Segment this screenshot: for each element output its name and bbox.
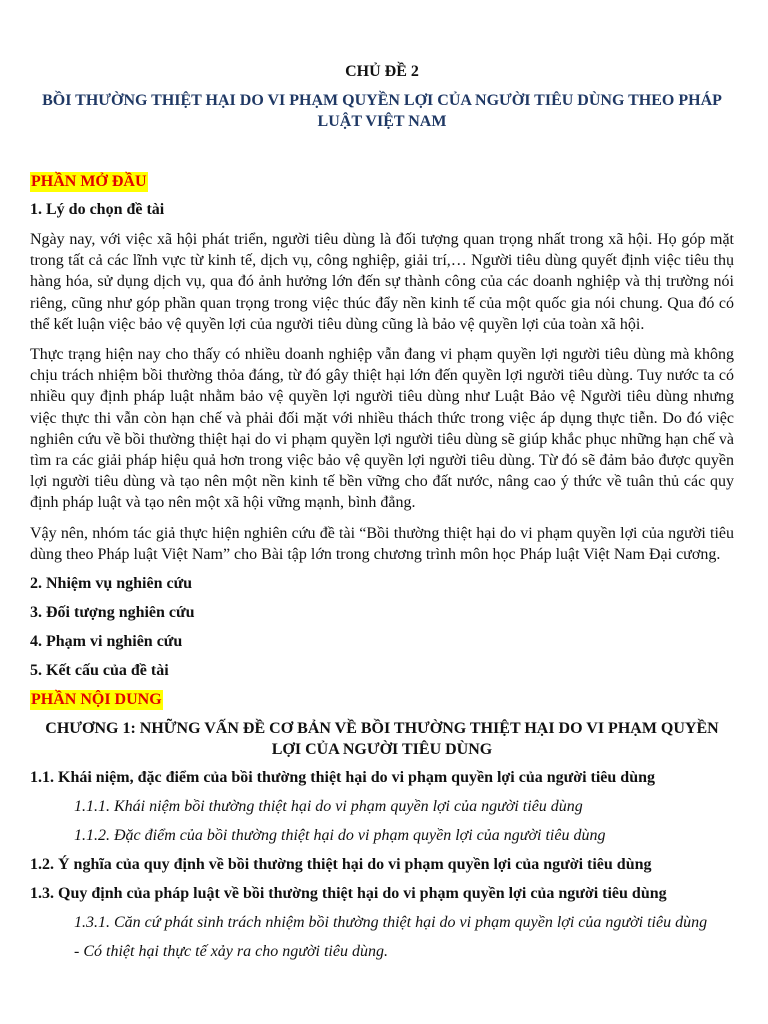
part-intro-wrap [30, 172, 734, 192]
intro-paragraph-3: Vậy nên, nhóm tác giả thực hiện nghiên cứu đề tài “Bồi thường thiệt hại do vi phạm quyền lợi của người tiêu dùng theo Pháp luật Việt Nam” cho Bài tập lớn trong chương trình môn học Pháp luật Việt Nam Đại cương. [30, 524, 734, 563]
topic-label: CHỦ ĐỀ 2 [345, 63, 419, 80]
section-1-1-2-heading: 1.1.2. Đặc điểm của bồi thường thiệt hại do vi phạm quyền lợi của người tiêu dùng [74, 827, 606, 845]
intro-paragraph-1: Ngày nay, với việc xã hội phát triển, người tiêu dùng là đối tượng quan trọng nhất trong xã hội. Họ góp mặt trong tất cả các lĩnh vực từ kinh tế, dịch vụ, công nghiệp, giải trí,… Người tiêu dùng quyết định việc tiêu thụ hàng hóa, sử dụng dịch vụ, qua đó ảnh hưởng lớn đến sự thành công của các doanh nghiệp và thị trường nói riêng, cũng như góp phần quan trọng trong việc thúc đẩy nền kinh tế của một quốc gia nói chung. Qua đó có thể kết luận việc bảo vệ quyền lợi của người tiêu dùng cũng là bảo vệ quyền lợi của toàn xã hội. [30, 231, 734, 333]
section-1-2-heading: 1.2. Ý nghĩa của quy định về bồi thường thiệt hại do vi phạm quyền lợi của người tiêu dùng [30, 856, 652, 874]
document-title: BỒI THƯỜNG THIỆT HẠI DO VI PHẠM QUYỀN LỢI CỦA NGƯỜI TIÊU DÙNG THEO PHÁP LUẬT VIỆT NAM [42, 92, 722, 130]
section-5-heading: 5. Kết cấu của đề tài [30, 662, 169, 680]
section-3-heading: 3. Đối tượng nghiên cứu [30, 604, 195, 622]
section-1-1-1-heading: 1.1.1. Khái niệm bồi thường thiệt hại do vi phạm quyền lợi của người tiêu dùng [74, 798, 583, 816]
section-4-heading: 4. Phạm vi nghiên cứu [30, 633, 183, 651]
section-1-1-heading: 1.1. Khái niệm, đặc điểm của bồi thường thiệt hại do vi phạm quyền lợi của người tiêu dùng [30, 769, 655, 787]
part-content-heading: PHẦN NỘI DUNG [31, 691, 162, 709]
section-2-heading: 2. Nhiệm vụ nghiên cứu [30, 575, 193, 593]
part-content-wrap [30, 690, 734, 710]
section-1-heading: 1. Lý do chọn đề tài [30, 201, 165, 218]
bullet-item: - Có thiệt hại thực tế xảy ra cho người tiêu dùng. [74, 943, 388, 961]
part-intro-heading: PHẦN MỞ ĐẦU [31, 173, 147, 190]
section-1-3-1-heading: 1.3.1. Căn cứ phát sinh trách nhiệm bồi thường thiệt hại do vi phạm quyền lợi của người tiêu dùng [74, 914, 708, 932]
section-1-3-heading: 1.3. Quy định của pháp luật về bồi thường thiệt hại do vi phạm quyền lợi của người tiêu dùng [30, 885, 667, 903]
intro-paragraph-2: Thực trạng hiện nay cho thấy có nhiều doanh nghiệp vẫn đang vi phạm quyền lợi người tiêu dùng mà không chịu trách nhiệm bồi thường thỏa đáng, từ đó gây thiệt hại lớn đến quyền lợi người tiêu dùng. Tuy nước ta có nhiều quy định pháp luật nhằm bảo vệ quyền lợi người tiêu dùng như Luật Bảo vệ Người tiêu dùng nhưng việc thực thi vẫn còn hạn chế và phải đối mặt với nhiều thách thức trong việc áp dụng thực tiễn. Do đó việc nghiên cứu về bồi thường thiệt hại do vi phạm quyền lợi người tiêu dùng sẽ giúp khắc phục những hạn chế và tìm ra các giải pháp hiệu quả hơn trong việc bảo vệ quyền lợi người tiêu dùng. Từ đó sẽ đảm bảo được quyền lợi người tiêu dùng và tạo nên một nền kinh tế bền vững cho đất nước, nâng cao ý thức về tuân thủ các quy định pháp luật và tạo nên một xã hội vững mạnh, bình đẳng. [30, 346, 734, 512]
chapter-1-heading: CHƯƠNG 1: NHỮNG VẤN ĐỀ CƠ BẢN VỀ BỒI THƯỜNG THIỆT HẠI DO VI PHẠM QUYỀN LỢI CỦA NGƯỜI TIÊU DÙNG [45, 720, 719, 759]
